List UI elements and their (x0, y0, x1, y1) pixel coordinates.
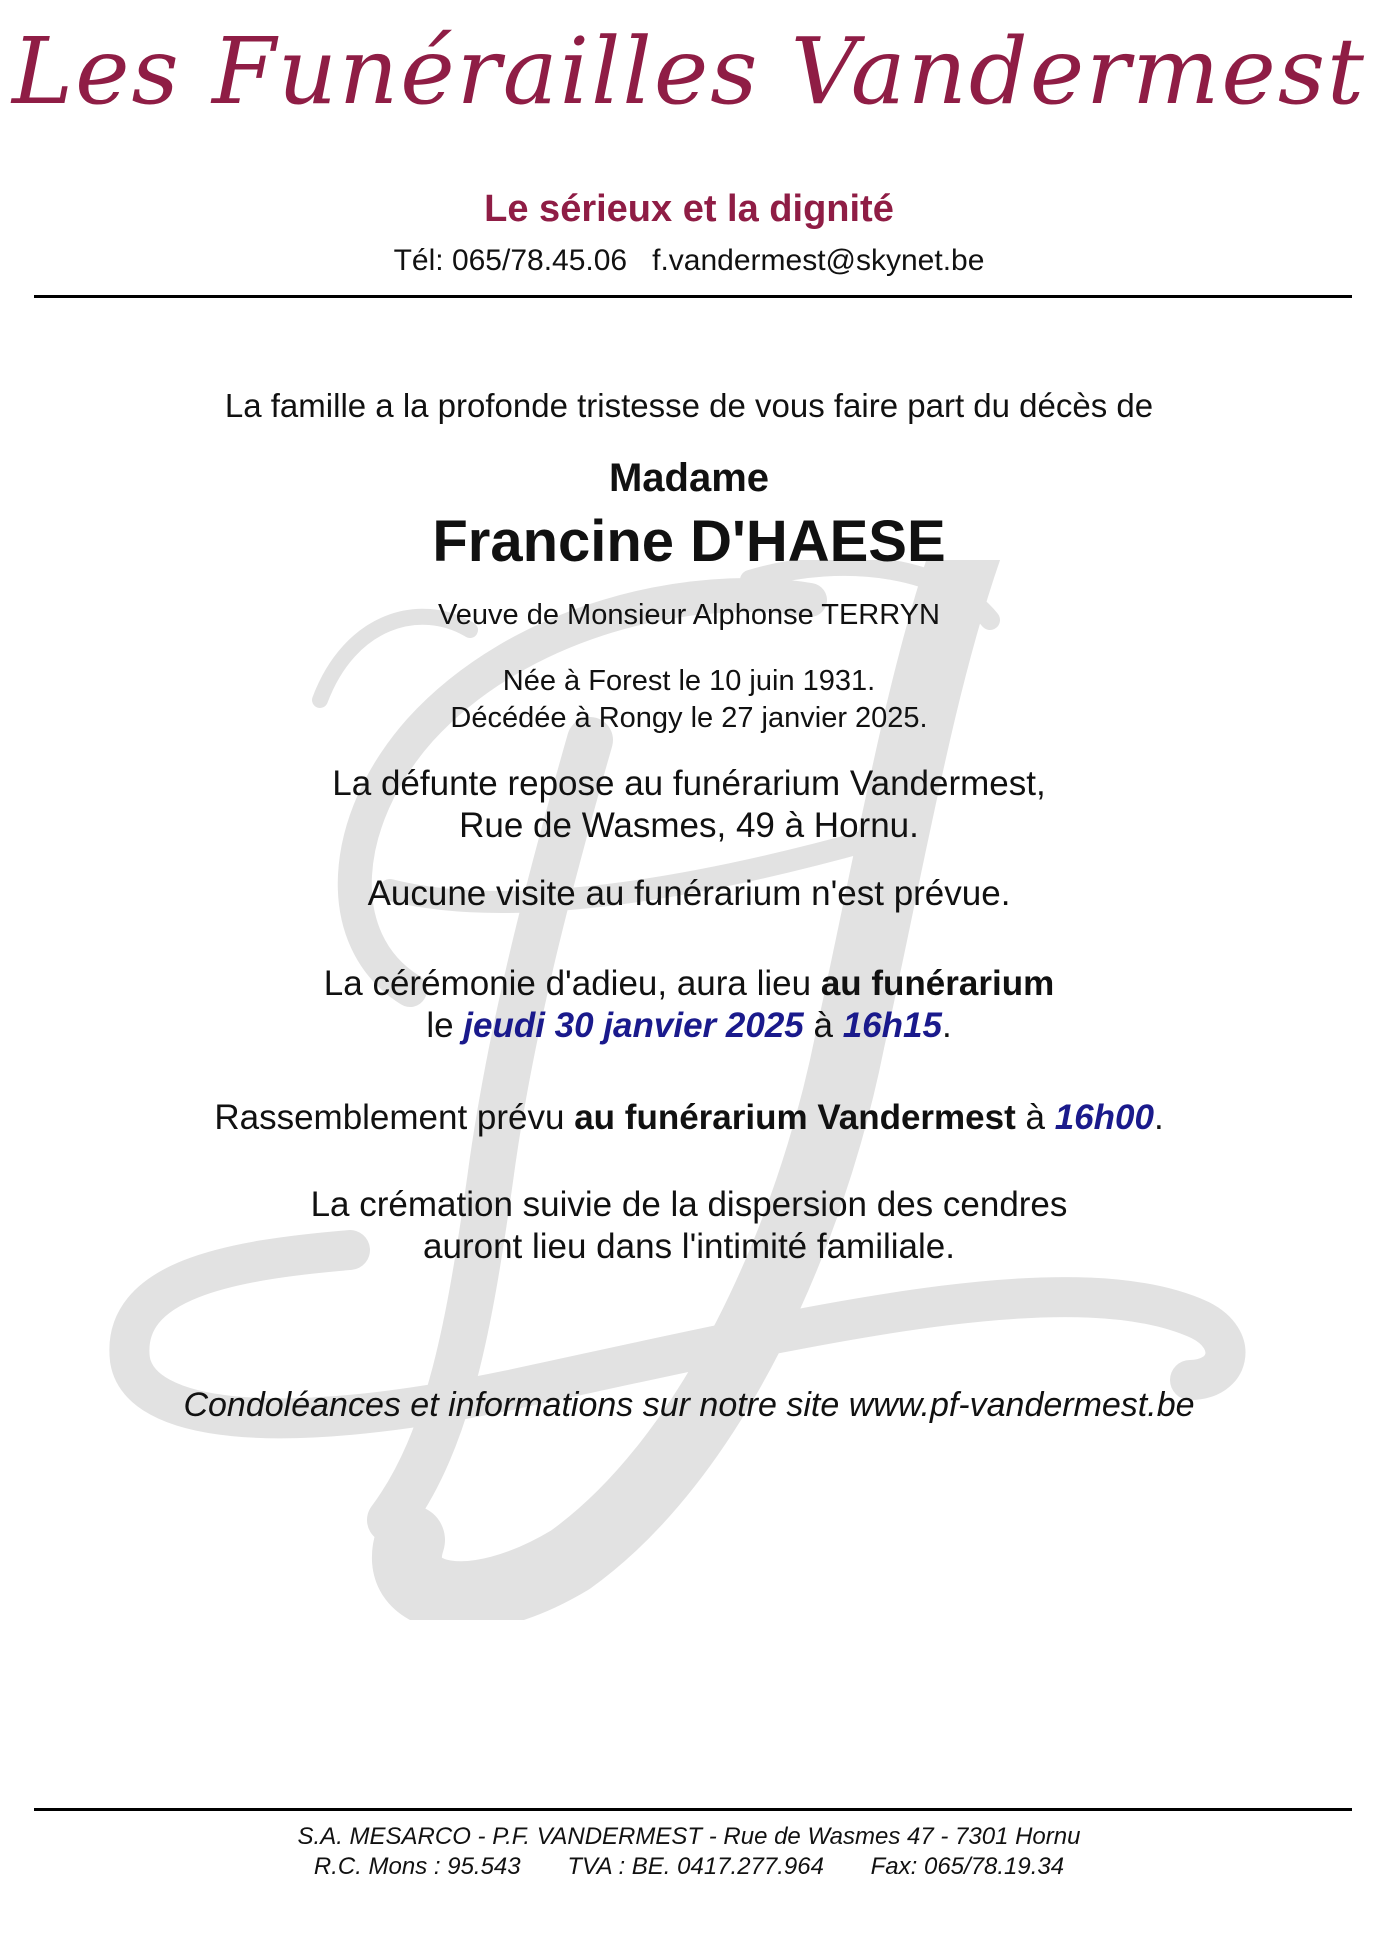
ceremony-date: jeudi 30 janvier 2025 (463, 1006, 804, 1045)
phone-number: Tél: 065/78.45.06 (393, 244, 628, 277)
footer-rc: R.C. Mons : 95.543 (313, 1853, 521, 1880)
widow-of-line: Veuve de Monsieur Alphonse TERRYN (438, 599, 940, 631)
cremation-line-1: La crémation suivie de la dispersion des cendres (310, 1185, 1068, 1224)
ceremony-place: au funérarium (820, 964, 1055, 1003)
ceremony-line-2 (0, 1006, 1378, 1046)
gathering-end: . (1153, 1098, 1164, 1137)
footer-tva: TVA : BE. 0417.277.964 (567, 1853, 824, 1880)
gathering-time: 16h00 (1054, 1098, 1154, 1137)
resting-place-line-2: Rue de Wasmes, 49 à Hornu. (459, 806, 919, 845)
header-divider (34, 295, 1352, 298)
ceremony-line-1 (0, 964, 1378, 1004)
footer-divider (34, 1808, 1352, 1811)
gathering-place: au funérarium Vandermest (574, 1098, 1016, 1137)
company-tagline: Le sérieux et la dignité (484, 188, 894, 230)
footer-company-address: S.A. MESARCO - P.F. VANDERMEST - Rue de Wasmes 47 - 7301 Hornu (297, 1823, 1081, 1850)
deceased-title: Madame (608, 456, 770, 500)
resting-place-line-1: La défunte repose au funérarium Vandermest, (332, 764, 1046, 803)
footer-fax: Fax: 065/78.19.34 (870, 1853, 1065, 1880)
condolences-website-line: Condoléances et informations sur notre site www.pf-vandermest.be (183, 1386, 1195, 1424)
ceremony-time: 16h15 (842, 1006, 942, 1045)
ceremony-lead: La cérémonie d'adieu, aura lieu (323, 964, 821, 1003)
ceremony-end: . (941, 1006, 952, 1045)
email-address[interactable]: f.vandermest@skynet.be (652, 244, 985, 277)
deceased-name: Francine D'HAESE (432, 509, 946, 574)
contact-line (0, 244, 1378, 278)
gathering-line (0, 1098, 1378, 1138)
cremation-line-2: auront lieu dans l'intimité familiale. (423, 1227, 955, 1266)
visit-notice: Aucune visite au funérarium n'est prévue. (367, 874, 1011, 913)
ceremony-pre-date: le (426, 1006, 464, 1045)
announcement-intro: La famille a la profonde tristesse de vous faire part du décès de (224, 387, 1154, 424)
ceremony-at: à (803, 1006, 843, 1045)
birth-line: Née à Forest le 10 juin 1931. (502, 665, 876, 697)
footer-registration (0, 1853, 1378, 1881)
company-logo-wordmark: Les Funérailles Vandermest (11, 18, 1367, 125)
gathering-at: à (1015, 1098, 1055, 1137)
death-line: Décédée à Rongy le 27 janvier 2025. (450, 702, 928, 734)
gathering-lead: Rassemblement prévu (214, 1098, 575, 1137)
